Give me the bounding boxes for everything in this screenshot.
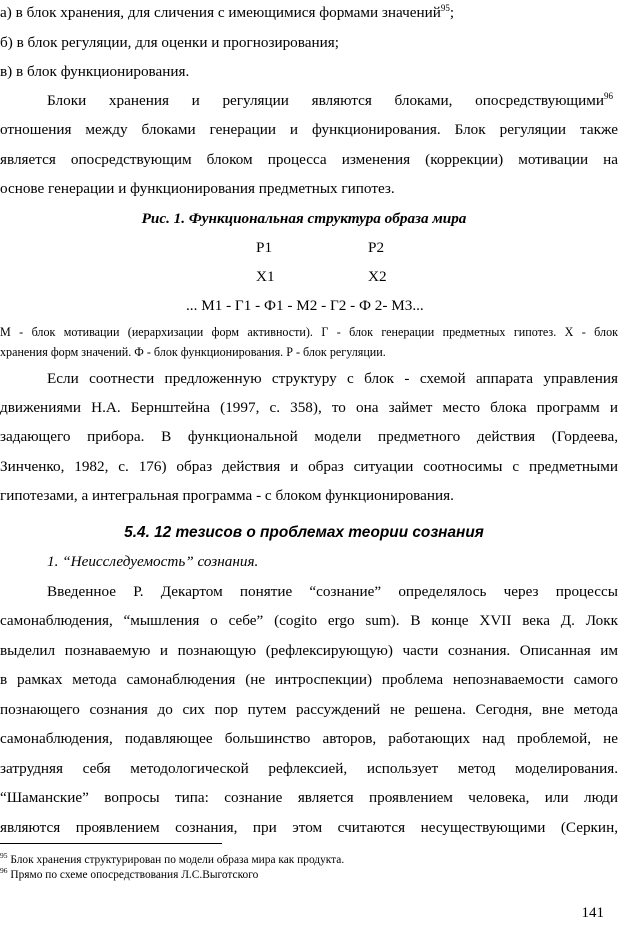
paragraph-line: гипотезами, а интегральная программа - с блоком функционирования. <box>0 487 454 504</box>
section-heading: 5.4. 12 тезисов о проблемах теории сознания <box>124 524 484 541</box>
footnote-ref-95: 95 <box>440 3 450 13</box>
paragraph-line: Если соотнести предложенную структуру с блок - схемой аппарата управления <box>47 370 618 387</box>
paragraph-line: основе генерации и функционирования предметных гипотез. <box>0 180 395 197</box>
list-item-b: б) в блок регуляции, для оценки и прогнозирования; <box>0 34 339 51</box>
subsection-heading: 1. “Неисследуемость” сознания. <box>47 553 259 570</box>
paragraph-line: самонаблюдения, подавляющее большинство авторов, работающих над проблемой, не <box>0 730 618 747</box>
diagram-legend-line: М - блок мотивации (иерархизации форм активности). Г - блок генерации предметных гипотез. Х - блок <box>0 325 618 339</box>
paragraph-line: задающего прибора. В функциональной модели предметного действия (Гордеева, <box>0 428 618 445</box>
diagram-label-r1: Р1 <box>256 239 273 256</box>
paragraph-line: самонаблюдения, “мышления о себе” (cogito ergo sum). В конце XVII века Д. Локк <box>0 612 618 629</box>
diagram-label-x2: Х2 <box>368 268 387 285</box>
page-number: 141 <box>581 905 604 921</box>
footnote-separator <box>0 843 222 844</box>
footnote-95: $^{95}$ Блок хранения структурирован по модели образа мира как продукта. <box>0 851 345 866</box>
paragraph-line: является опосредствующим блоком процесса изменения (коррекции) мотивации на <box>0 151 618 168</box>
diagram-legend-line: хранения форм значений. Ф - блок функционирования. Р - блок регуляции. <box>0 345 386 359</box>
paragraph-line: движениями Н.А. Бернштейна (1997, с. 358), то она займет место блока программ и <box>0 399 618 416</box>
list-item-a: а) в блок хранения, для сличения с имеющимися формами значений$^{95}$; <box>0 3 455 21</box>
figure-caption: Рис. 1. Функциональная структура образа мира <box>141 210 467 227</box>
paragraph-line: Блоки хранения и регуляции являются блоками, опосредствующими$^{96}$ <box>47 91 613 109</box>
footnote-96: $^{96}$ Прямо по схеме опосредствования Л.С.Выготского <box>0 866 259 881</box>
paragraph-line: познающего сознания до сих пор путем рассуждений не решена. Сегодня, вне метода <box>0 701 618 718</box>
paragraph-line: Зинченко, 1982, с. 176) образ действия и образ ситуации соотносимы с предметными <box>0 458 618 475</box>
diagram-label-x1: Х1 <box>256 268 275 285</box>
paragraph-line: выделил познаваемую и познающую (рефлексирующую) части сознания. Описанная им <box>0 642 618 659</box>
list-item-c: в) в блок функционирования. <box>0 63 190 80</box>
paragraph-line: отношения между блоками генерации и функционирования. Блок регуляции также <box>0 121 618 138</box>
paragraph-line: “Шаманские” вопросы типа: сознание является проявлением человека, или люди <box>0 789 618 806</box>
footnote-ref-96: 96 <box>604 91 613 101</box>
paragraph-line: являются проявлением сознания, при этом считаются несуществующими (Серкин, <box>0 819 618 836</box>
paragraph-line: в рамках метода самонаблюдения (не интроспекции) проблема непознаваемости самого <box>0 671 618 688</box>
paragraph-line: Введенное Р. Декартом понятие “сознание” определялось через процессы <box>47 583 618 600</box>
paragraph-line: затрудняя себя методологической рефлексией, использует метод моделирования. <box>0 760 618 777</box>
diagram-chain: ... М1 - Г1 - Ф1 - М2 - Г2 - Ф 2- М3... <box>186 297 424 314</box>
diagram-label-r2: Р2 <box>368 239 385 256</box>
